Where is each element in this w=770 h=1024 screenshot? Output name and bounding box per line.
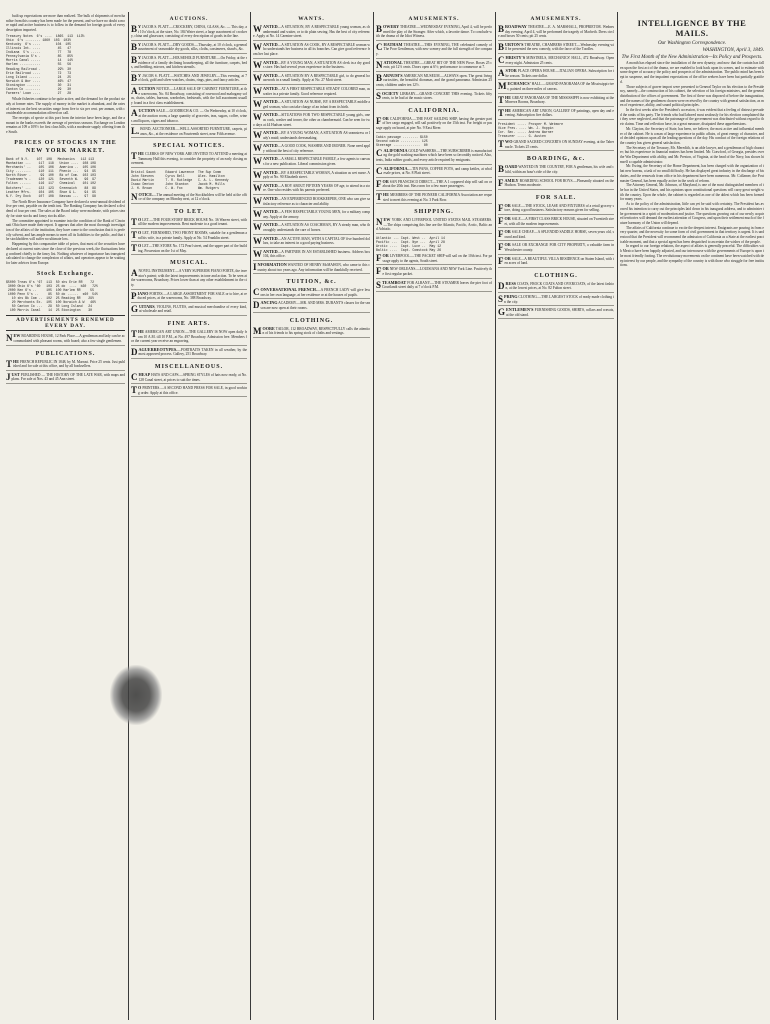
market-article: built up expectations are more than realized. The bulk of shipments of merchandise from this country has been made for the present, and we have no doubt a more rapid and active business is to follow in the demand for foreign goods of every description imported. [6,14,125,33]
ad-item: FOR CALIFORNIA.—THE FAST SAILING SHIP, having the greater part of her cargo engaged, will sail positively on the 15th inst. For freight or passage apply on board, at pier No. 9 East River. [376,117,492,133]
section-fine-arts: FINE ARTS. [167,321,211,328]
ad-item: BOWERY THEATRE.—WEDNESDAY EVENING, April 4, will be performed the play of the Stranger. After which, a favorite dance. To conclude with the drama of the Idiot Witness. [376,25,492,41]
editorial-deck: The First Month of the New Administration—Its Policy and Prospects. [621,55,763,60]
ad-item: THE FRENCH REPUBLIC IN 1848, by M. Marrast. Price 25 cents. Just published and for sale at this office, and by all booksellers. [6,360,125,371]
ad-item: DAGUERREOTYPES.—PORTRAITS TAKEN in all weather, by the most approved process. Gallery, 251 Broadway. [131,348,247,359]
ink-blot [110,665,162,725]
section-amusements: AMUSEMENTS. [408,16,460,22]
section-tuition: TUITION, &c. [286,279,337,286]
ad-item: L.BOND, AUCTIONEER.—WELL ASSORTED FURNITURE, carpets, pianos, &c., at the residence on Fourteenth street, near Fifth avenue. [131,127,247,138]
ad-item: TO PRINTERS.—A SECOND HAND PRESS FOR SALE, in good working order. Apply at this office. [131,386,247,397]
ad-item: TWO GRAND SACRED CONCERTS ON SUNDAY evening, at the Tabernacle. Tickets 25 cents. [498,140,614,151]
column-wants [253,14,370,1018]
ad-item: WANTED—AN EXPERIENCED BOOKKEEPER, ONE who can give satisfactory reference as to character and ability. [253,197,370,208]
ad-item: FOR SALE—A BEAUTIFUL VILLA RESIDENCE on Staten Island, with ten acres of land. [498,257,614,268]
column-rule [250,12,251,1020]
section-amusements-2: AMUSEMENTS. [530,16,582,22]
editorial-paragraph: A month has elapsed since the installation of the new dynasty; and now that the curtain has fallen upon the first act of the drama, we are enabled to look back upon its scenes, and to estimate with some degree of accuracy the policy and prospects of the administration. The public mind has been kept in suspense, and the impatient expectations of the office seekers have been but partially gratified. [620,61,764,84]
renewed-banner: ADVERTISEMENTS RENEWED EVERY DAY. [6,315,125,331]
section-wants: WANTS. [298,16,325,22]
editorial-headline: INTELLIGENCE BY THE MAILS. [637,18,747,38]
editorial-subhead: Our Washington Correspondence. [657,41,727,46]
market-article: Whale fisheries continue to be quite active, and the demand for the product steady at former rates. The supply of money in the market is abundant, and the rates of interest on the best securities range from five to six per cent. per annum, with considerable accommodation offered on call. [6,97,125,116]
ad-item: WANTED—SITUATIONS FOR TWO RESPECTABLE young girls, one as cook, washer and ironer, the other as chambermaid. Can be seen for two days at 44 Hudson street. [253,113,370,129]
ad-item: BURTON'S THEATRE, CHAMBERS STREET.—Wednesday evening will be presented the new comedy, with the farce of the Toodles. [498,43,614,54]
market-article: Happening by this comparative table of prices, that most of the securities have declared at current rates since the close of the previous week, the fluctuations being confined chiefly to the fancy list. Nothing whatever of importance has transpired calculated to change the complexion of affairs, and operators appear to be waiting for later advices from Europe. [6,242,125,265]
ad-item: NOTICE.—The annual meeting of the Stockholders will be held at the office of the company on Monday next, at 12 o'clock. [131,193,247,204]
ad-item: ANOVEL INSTRUMENT.—A VERY SUPERIOR PIANO FORTE, the inventor's patent; with the latest improvements in tone and action. To be seen at the warerooms, Broadway. Prices lower than at any other establishment in the city. [131,269,247,289]
ad-item: WANTED—A SITUATION AS COOK, BY A RESPECTABLE woman who understands her business in all its branches. Can give good reference from her last place. [253,43,370,59]
ad-item: CALIFORNIA.—TIN PANS, COFFEE POTS, and camp kettles, at wholesale prices, at No. 8 Platt street. [376,167,492,178]
ad-item: WANTED—BY A YOUNG WOMAN, A SITUATION AS seamstress or lady's maid; understands dressmaking. [253,131,370,142]
editorial-paragraph: Mr. Ewing, the Secretary of the Home Department, has been charged with the organization of that new bureau, a task of no small difficulty. He has displayed great industry in the discharge of his duties, and the removals from office in his department have been numerous. Mr. Collamer, the Postmaster General, has been equally active in the work of reform. [620,164,764,183]
editorial-paragraph: The affairs of California continue to excite the deepest interest. Emigrants are pouring in from every quarter, and the necessity for some form of civil government in that territory is urgent. It is understood that the President will recommend the admission of California as a State at the earliest practicable moment, and that a special agent has been despatched to ascertain the wishes of the people. [620,225,764,244]
ad-item: FOR SALE CHEAP.—A SPLENDID SADDLE HORSE, seven years old, sound and kind. [498,230,614,241]
column-amusements [376,14,492,1018]
market-article: The North River Insurance Company have declared a semi-annual dividend of five per cent, payable on the tenth inst. The Banking Company has declared a dividend of four per cent. The sales at the Board today were moderate, with prices steady for state stocks and fancy stocks alike. [6,199,125,218]
section-publications: PUBLICATIONS. [35,350,96,357]
ad-item: GUITARS, VIOLINS, FLUTES, and musical merchandise of every kind, at wholesale and retail. [131,305,247,316]
column-rule [128,12,129,1020]
ad-item: THE CLERKS OF NEW YORK ARE INVITED TO ATTEND a meeting at Tammany Hall this evening, to consider the propriety of an early closing movement. [131,152,247,168]
ad-item: FOR SAN FRANCISCO DIRECT.—THE A 1 coppered ship will sail on or about the 20th inst. Has room for a few more passengers. [376,180,492,191]
ad-item: BY JACOB S. PLATT.—HOUSEHOLD FURNITURE.—On Friday, at the residence of a family declining housekeeping, all the furniture, carpets, beds, and bedding, mirrors, and kitchen utensils. [131,56,247,72]
column-rule [373,12,374,1020]
ad-item: BY JACOB S. PLATT.—DRY GOODS.—Thursday, at 10 o'clock, a general assortment of seasonable dry goods, silks, cloths, cassimeres, shawls, &c. [131,43,247,54]
ad-item: GENTLEMEN'S FURNISHING GOODS, SHIRTS, collars and cravats, at the old stand. [498,308,614,319]
ad-item: DANCING ACADEMY.—MR. AND MRS. DURANT'S classes for the season are now open at their rooms. [253,301,370,312]
ad-item: WANTED—A SITUATION AS NURSE, BY A RESPECTABLE middle aged woman, who can take charge of an infant from its birth. [253,100,370,111]
ad-item: SOCIETY LIBRARY.—GRAND CONCERT THIS evening. Tickets fifty cents, to be had at the music stores. [376,92,492,103]
section-miscellaneous: MISCELLANEOUS. [154,364,224,370]
ad-item: TO LET, FURNISHED, TWO FRONT ROOMS, suitable for a gentleman and his wife, in a private family. Apply at No. 54 Franklin street. [131,231,247,242]
ad-item: CONVERSATIONAL FRENCH.—A FRENCH LADY will give lessons in her own language, at her residence or at the houses of pupils. [253,288,370,299]
editorial-paragraph: The Secretary of the Treasury, Mr. Meredith, is an able lawyer, and a gentleman of high character; but his experience in financial matters has been limited. Mr. Crawford, of Georgia, presides over the War Department with ability, and Mr. Preston, of Virginia, at the head of the Navy, has shown himself a capable administrator. [620,145,764,164]
section-to-let: TO LET. [173,208,205,215]
ad-item: FOR SALE.—THE STOCK, LEASE AND FIXTURES of a retail grocery store, doing a good business. Satisfactory reasons given for selling. [498,204,614,215]
ad-item: CHEAP HATS AND CAPS.—SPRING STYLES of hats now ready, at No. 128 Canal street, at prices to suit the times. [131,373,247,384]
ad-item: JUST PUBLISHED — THE HISTORY OF THE LATE WAR, with maps and plans. For sale at Nos. 43 and 45 Ann street. [6,373,125,384]
column-auctions [131,14,247,1018]
ad-item: WANTED—BY A YOUNG MAN, A SITUATION AS clerk in a dry goods store. Has had several years experience in the business. [253,61,370,72]
section-auctions: AUCTIONS. [169,16,209,22]
ad-item: PIANO FORTES.—A LARGE ASSORTMENT FOR SALE or to hire, at reduced prices, at the warerooms, No. 388 Broadway. [131,292,247,303]
ad-item: NEW YORK AND LIVERPOOL UNITED STATES MAIL STEAMERS.—The ships comprising this line are the Atlantic, Pacific, Arctic, Baltic and Adriatic. [376,218,492,234]
ad-item: THE MEMBERS OF THE PIONEER CALIFORNIA Association are requested to meet this evening at No. 3 Park Row. [376,193,492,204]
ad-item: WANTED—A GOOD COOK, WASHER AND IRONER. None need apply without the best of city reference. [253,144,370,155]
ad-item: FOR SALE OR EXCHANGE FOR CITY PROPERTY, a valuable farm in Westchester county. [498,243,614,254]
ad-item: TO LET.—THE FOUR STORY BRICK HOUSE No. 36 Warren street, with all the modern improvements. Rent moderate to a good tenant. [131,218,247,229]
market-article: The committee appointed to examine into the condition of the Bank of Cincinnati Ohio have made their report. It appears that after the most thorough investigation of the affairs of the institution, they have come to the conclusion that it is perfectly solvent, and has ample means to meet all its liabilities to the public, and that the stockholders will suffer no ultimate loss. [6,218,125,242]
ad-item: MECHANICS' HALL.—GRAND PANORAMA OF the Mississippi river, painted on three miles of canvas. [498,82,614,93]
market-article: The receipts of specie at this port from the interior have been large, and the amount in the banks exceeds the average of previous seasons. Exchange on London remains at 109 a 109½ for first class bills, with a moderate supply offering from the South. [6,116,125,135]
ad-item: FOR NEW ORLEANS.—LOUISIANA AND NEW York Line. Positively the first regular packet. [376,267,492,278]
ad-item: THE GREAT PANORAMA OF THE MISSISSIPPI is now exhibiting at the Minerva Rooms, Broadway. [498,96,614,107]
ad-item: BARNUM'S AMERICAN MUSEUM.—ALWAYS open. The great living curiosities, the beautiful dioramas, and the grand panorama. Admission 25 cents; children under ten 12½. [376,74,492,90]
ad-item: WANTED—A SITUATION AS COACHMAN, BY A steady man, who thoroughly understands the care of horses. [253,223,370,234]
section-special-notices: SPECIAL NOTICES. [153,143,225,150]
ad-item: THE AMERICAN ART UNION.—THE GALLERY IS NOW open daily from 10 A.M. till 10 P.M., at No. 497 Broadway. Admission free. Members for the current year receive an engraving. [131,330,247,346]
ad-item: WANTED—A FEW RESPECTABLE YOUNG MEN, for a military company. Apply at the armory. [253,210,370,221]
editorial-paragraph: Mr. Clayton, the Secretary of State, has been, we believe, the most active and influential member of the cabinet. He is a man of large experience in public affairs, of great energy of character, and of decided opinions upon all the leading questions of the day. His conduct of the foreign relations of the country has given general satisfaction. [620,126,764,145]
ad-item: ASTOR PLACE OPERA HOUSE.—ITALIAN OPERA. Subscription for the season. Tickets one dollar. [498,69,614,80]
editorial-paragraph: Those subjects of graver import were presented to General Taylor on his election to the Presidency, namely—the construction of his cabinet, the selection of his foreign ministers, and the general distribution of the offices of government. The first of these was disposed of before the inauguration, and the names of the gentlemen chosen were received by the country with general satisfaction, as men of experience, ability, and sound political principles. [620,84,764,108]
prices-table: Bank of N.Y. 107 108 Mechanics 112 113 Manhattan ... 117 118 Union .... 108 109 Merchants' .. 105 106 America .. 105 106 City ........ 110 111 Phenix ... 94 95 North River . 99 100 Bk of Com. 102 103 Tradesmen's . 120 121 Seventh W. 96 97 Fulton ...... 116 117 Chemical 101 102 Butchers' ... 122 123 Greenwich 88 89 Leather Mfrs. 104 105 Shoe & L. 94 95 N.Y. Dry Dock 107 108 Nassau ... 97 98 [6,156,96,198]
section-clothing-3: CLOTHING. [289,317,334,324]
ad-item: WANTED—A SITUATION, BY A RESPECTABLE young woman, as chambermaid and waiter, or to do plain sewing. Has the best of city reference. Apply at No. 14 Carmine street. [253,25,370,41]
ad-item: BROADWAY THEATRE.—E. A. MARSHALL, PROPRIETOR. Wednesday evening, April 4, will be performed the tragedy of Macbeth. Dress circle and boxes 50 cents; pit 25 cents. [498,25,614,41]
ad-item: WANTED—A BOY ABOUT FIFTEEN YEARS OF age, to attend in a store. One who resides with his parents preferred. [253,184,370,195]
ad-item: CHATHAM THEATRE.—THIS EVENING, THE celebrated comedy of The Poor Gentleman, with new scenery and the full strength of the company. [376,43,492,59]
steamer-table: Atlantic ... Capt. West .. April 14 Pacific ... Capt. Nye ... April 28 Arctic .... Capt. Luce .. May 12 Baltic .... Capt. Comstock May 26 [376,235,445,253]
ad-item: AUCTION SALE.—GOODRICH & CO. — On Wednesday, at 10 o'clock, at the auction room, a large quantity of groceries, teas, sugars, coffee, wines and liquors, cigars and tobacco. [131,109,247,125]
ad-item: WANTED—BY A RESPECTABLE WOMAN, A situation as wet nurse. Apply at No. 90 Elizabeth street. [253,171,370,182]
editorial-paragraph: As to the policy of the administration, little can yet be said with certainty. The President has avowed his intention to carry out the principles laid down in his inaugural address, and to administer the government in a spirit of moderation and justice. The questions growing out of our newly acquired territories will demand the earliest attention of Congress, and upon their settlement much of the future harmony of the Union will depend. [620,202,764,225]
ad-item: WANTED—AN ACTIVE MAN, WITH A CAPITAL OF five hundred dollars, to take an interest in a good paying business. [253,237,370,248]
ad-item: STEAMBOAT FOR ALBANY.—THE STEAMER leaves the pier foot of Courtlandt street daily at 7 o'clock P.M. [376,281,492,292]
section-shipping: SHIPPING. [414,209,454,216]
section-boarding: BOARDING, &c. [526,156,586,163]
ad-item: THE AMERICAN ART UNION, GALLERY OF paintings, open day and evening. Subscription five dollars. [498,109,614,120]
ad-item: SPRING CLOTHING.—THE LARGEST STOCK of ready made clothing in the city. [498,295,614,306]
ad-item: WANTED—A SMALL RESPECTABLE FAMILY, a few agents to canvass for a new publication. Liberal commission given. [253,157,370,168]
ad-item: WANTED—A SITUATION BY A RESPECTABLE girl, to do general housework in a small family. Apply at No. 27 Mott street. [253,74,370,85]
editorial-paragraph: The Attorney General, Mr. Johnson, of Maryland, is one of the most distinguished members of the bar in the United States, and his opinions upon constitutional questions will carry great weight with the country. Upon the whole, the cabinet is regarded as one of the ablest which has been formed for many years. [620,183,764,202]
ad-item: BY JACOB S. PLATT.—CROCKERY, CHINA, GLASS, &c. — This day, at 10 o'clock, at the store, No. 184 Water street, a large assortment of crockery, china and glassware, consisting of every description of goods in the line. [131,25,247,41]
ad-item: TO LET—THE STORE No. 172 Pearl street, and the upper part of the building. Possession on the 1st of May. [131,244,247,255]
section-for-sale: FOR SALE. [535,194,577,201]
editorial-paragraph: In regard to our foreign relations, the aspect of affairs is generally peaceful. The difficulties with Mexico have been happily adjusted, and our intercourse with the governments of Europe is upon the most friendly footing. The revolutionary movements on the continent have been watched with deep interest by our people, and the sympathy of the country is with those who struggle for free institutions. [620,244,764,268]
ad-item: FAMILY BOARDING SCHOOL FOR BOYS.—Pleasantly situated on the Hudson. Terms moderate. [498,179,614,190]
prices-heading: PRICES OF STOCKS IN THE NEW YORK MARKET. [14,139,117,154]
exchange-heading: Stock Exchange. [36,270,95,277]
ad-item: FOR LIVERPOOL.—THE PACKET SHIP will sail on the 10th inst. For passage apply to the agents, South street. [376,254,492,265]
ad-item: FOR SALE.—A FIRST CLASS BRICK HOUSE, situated on Twentieth street, with all the modern improvements. [498,217,614,228]
exchange-table: $5000 Treas 6's '67 113 50 shs Erie RR 72 3000 Ohio 6's '60 103 25 do .... b30 72½ 2000 Ken 6's .. 105 100 Harlem RR 55 1000 Penn 5's .. 85 50 do ...... s60 54½ 10 shs Bk Com .. 102 25 Reading RR 29½ 20 Merchants Ex. 105 100 Norwich & W 46½ 50 Canton Co ... 29 50 Long Island 24 100 Morris Canal 14 25 Stonington 30 [6,279,98,313]
ad-item: BOARD WANTED IN THE COUNTRY, FOR A gentleman, his wife and child, within an hour's ride of the city. [498,165,614,176]
ad-item: WANTED—AT A FIRST RESPECTABLE STEADY COLORED man, as waiter in a private family. Good reference required. [253,87,370,98]
officers-list: President ..... Prosper M. Wetmore Vice Pres. .... Wm. J. Hoppin Cor. Sec. ..... Andrew Warner Treasurer ..... G. Austen [498,121,564,139]
ad-item: WANTED—A PARTNER IN AN ESTABLISHED business. Address box 104, this office. [253,250,370,261]
ad-item: INFORMATION WANTED OF HENRY McMAHON, who came to this country about two years ago. Any information will be thankfully received. [253,263,370,274]
ad-item: CHRISTY'S MINSTRELS, MECHANICS' HALL, 472 Broadway. Open every night. Admission 25 cents. [498,56,614,67]
ad-item: MOORE TAILOR, 112 BROADWAY, RESPECTFULLY calls the attention of his friends to his spring stock of cloths and vestings. [253,327,370,338]
column-notices [498,14,614,1018]
section-california: CALIFORNIA. [408,107,460,114]
ad-item: NEW BOARDING HOUSE, 12 Park Place.—A gentleman and lady can be accommodated with pleasant rooms, with board; also a few single gentlemen. [6,334,125,345]
ad-item: BY JACOB S. PLATT.—WATCHES AND JEWELRY.—This evening, at 7 o'clock, gold and silver watches, chains, rings, pins, and fancy articles. [131,74,247,85]
column-rule [495,12,496,1020]
section-clothing-5: CLOTHING. [534,272,578,279]
passage-table: Cabin passage ........ $150 Second cabin .......... 125 Steerage .............. 80 [376,134,428,147]
column-money-market [6,14,125,1018]
editorial-dateline: WASHINGTON, April 3, 1849. [702,48,764,53]
market-table: Treasury Notes 6's .... 1865 113 113½ Ohio 6's ........ 1860 103 103½ Kentucky 6's .... 104 105 Illinois Int. .... 45 47 Indiana 5's ..... 77 78 Pennsylvania 5's . 85 85½ Morris Canal ..... 14 14½ Harlem ........... 55 56 Reading Railroad . 29½ 30 Erie Railroad .... 72 73 Long Island ...... 24 25 Norwich & Wor .... 46½ 47 Stonington ....... 30 31 Canton Co ........ 29 30 Farmers' Loan .... 27 28 [6,33,85,96]
column-editorial [620,14,764,1018]
ad-item: NATIONAL THEATRE.—GREAT HIT OF THE NEW Piece. Boxes 25 cents; pit 12½ cents. Doors open at 6½; performance to commence at 7. [376,61,492,72]
column-rule [617,12,618,1020]
editorial-paragraph: In the first weeks after the President's accession, it was evident that a feeling of distrust pervaded the ranks of his party. The friends who had labored most zealously for his election complained that they were neglected, and that the patronage of the government was distributed without regard to their claims. Time and reflection have, in a great measure, dissipated these apprehensions. [620,108,764,127]
ad-item: AUCTION NOTICE.—LARGE SALE OF CABINET FURNITURE, at the warerooms, No. 84 Broadway, consisting of rosewood and mahogany sofas, chairs, tables, bureaus, wardrobes, bedsteads, with the full assortment usually found in a first class establishment. [131,87,247,107]
notice-list: Bristol Gaunt Edward Lawrence The Sup Comm John Stevens Cyrus Bell Alex. Hamilton David Martin T. R. Rutledge C. A. L. Kennedy Isaac Denton John Stanton Jacob M. Mills J. H. Brown C. W. Fox Wm. Rutgers [131,170,229,191]
ad-item: DRESS COATS, FROCK COATS AND OVERCOATS, of the latest fashion, at the lowest prices, at No. 82 Fulton street. [498,282,614,293]
section-musical: MUSICAL. [170,260,208,267]
ad-item: CALIFORNIA GOLD WASHERS.—THE SUBSCRIBER is manufacturing the gold washing machines which have been so favorably noticed. Also, tents, India rubber goods, and every article required by emigrants. [376,149,492,165]
